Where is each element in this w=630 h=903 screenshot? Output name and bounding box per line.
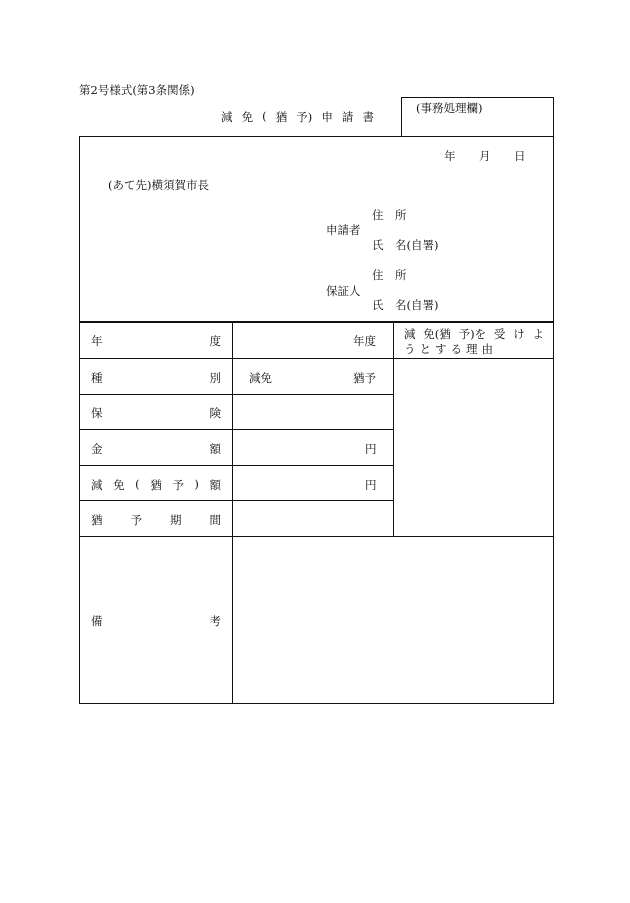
- row-label-yuyo-kikan: 猶 予 期 間: [91, 513, 221, 527]
- shubetsu-option-yuyo[interactable]: 猶予: [353, 371, 376, 385]
- row-label-kingaku: 金 額: [91, 442, 221, 456]
- title-char: 猶: [275, 110, 288, 124]
- title-char: 予): [296, 110, 313, 124]
- yuyo-kikan-input[interactable]: [234, 501, 392, 535]
- office-use-label: (事務処理欄): [416, 101, 483, 115]
- row-label-biko: 備 考: [91, 614, 221, 628]
- guarantor-name-label-2: 名(自署): [395, 298, 439, 312]
- genmen-gaku-unit: 円: [365, 478, 377, 492]
- reason-label-line2: うとする理由: [404, 342, 497, 356]
- form-title: [221, 109, 374, 125]
- reason-input[interactable]: [395, 359, 553, 535]
- title-char: (: [262, 109, 267, 123]
- form-number: 第2号様式(第3条関係): [79, 83, 195, 97]
- section-divider: [79, 321, 554, 323]
- date-day: 日: [514, 149, 526, 163]
- row-label-genmen-gaku: 減 免 ( 猶 予 ) 額: [91, 477, 221, 492]
- row-divider: [79, 429, 394, 430]
- row-label-nendo: 年 度: [91, 334, 221, 348]
- nendo-unit: 年度: [353, 334, 376, 348]
- guarantor-address-label-1: 住: [372, 268, 384, 282]
- guarantor-address-label-2: 所: [395, 268, 407, 282]
- title-char: 申: [321, 110, 333, 124]
- applicant-address-label-1: 住: [372, 208, 384, 222]
- row-label-shubetsu: 種 別: [91, 371, 221, 385]
- addressee: (あて先)横須賀市長: [108, 178, 209, 192]
- shubetsu-option-genmen[interactable]: 減免: [249, 371, 272, 385]
- guarantor-label: 保証人: [326, 284, 361, 298]
- applicant-name-label-2: 名(自署): [395, 238, 439, 252]
- applicant-label: 申請者: [326, 223, 361, 237]
- hoken-input[interactable]: [234, 395, 392, 428]
- title-char: 書: [362, 110, 374, 124]
- kingaku-unit: 円: [365, 442, 377, 456]
- applicant-name-label-1: 氏: [372, 238, 384, 252]
- applicant-address-label-2: 所: [395, 208, 407, 222]
- date-year: 年: [444, 149, 456, 163]
- reason-label-line1: 減 免(猶 予)を 受 け よ: [404, 327, 544, 341]
- row-label-hoken: 保 険: [91, 406, 221, 420]
- date-month: 月: [479, 149, 491, 163]
- title-char: 減: [221, 110, 233, 124]
- row-divider: [79, 465, 394, 466]
- guarantor-name-label-1: 氏: [372, 298, 384, 312]
- biko-input[interactable]: [234, 537, 553, 703]
- column-divider-1: [232, 321, 233, 704]
- title-char: 免: [241, 110, 254, 124]
- title-char: 請: [341, 110, 354, 124]
